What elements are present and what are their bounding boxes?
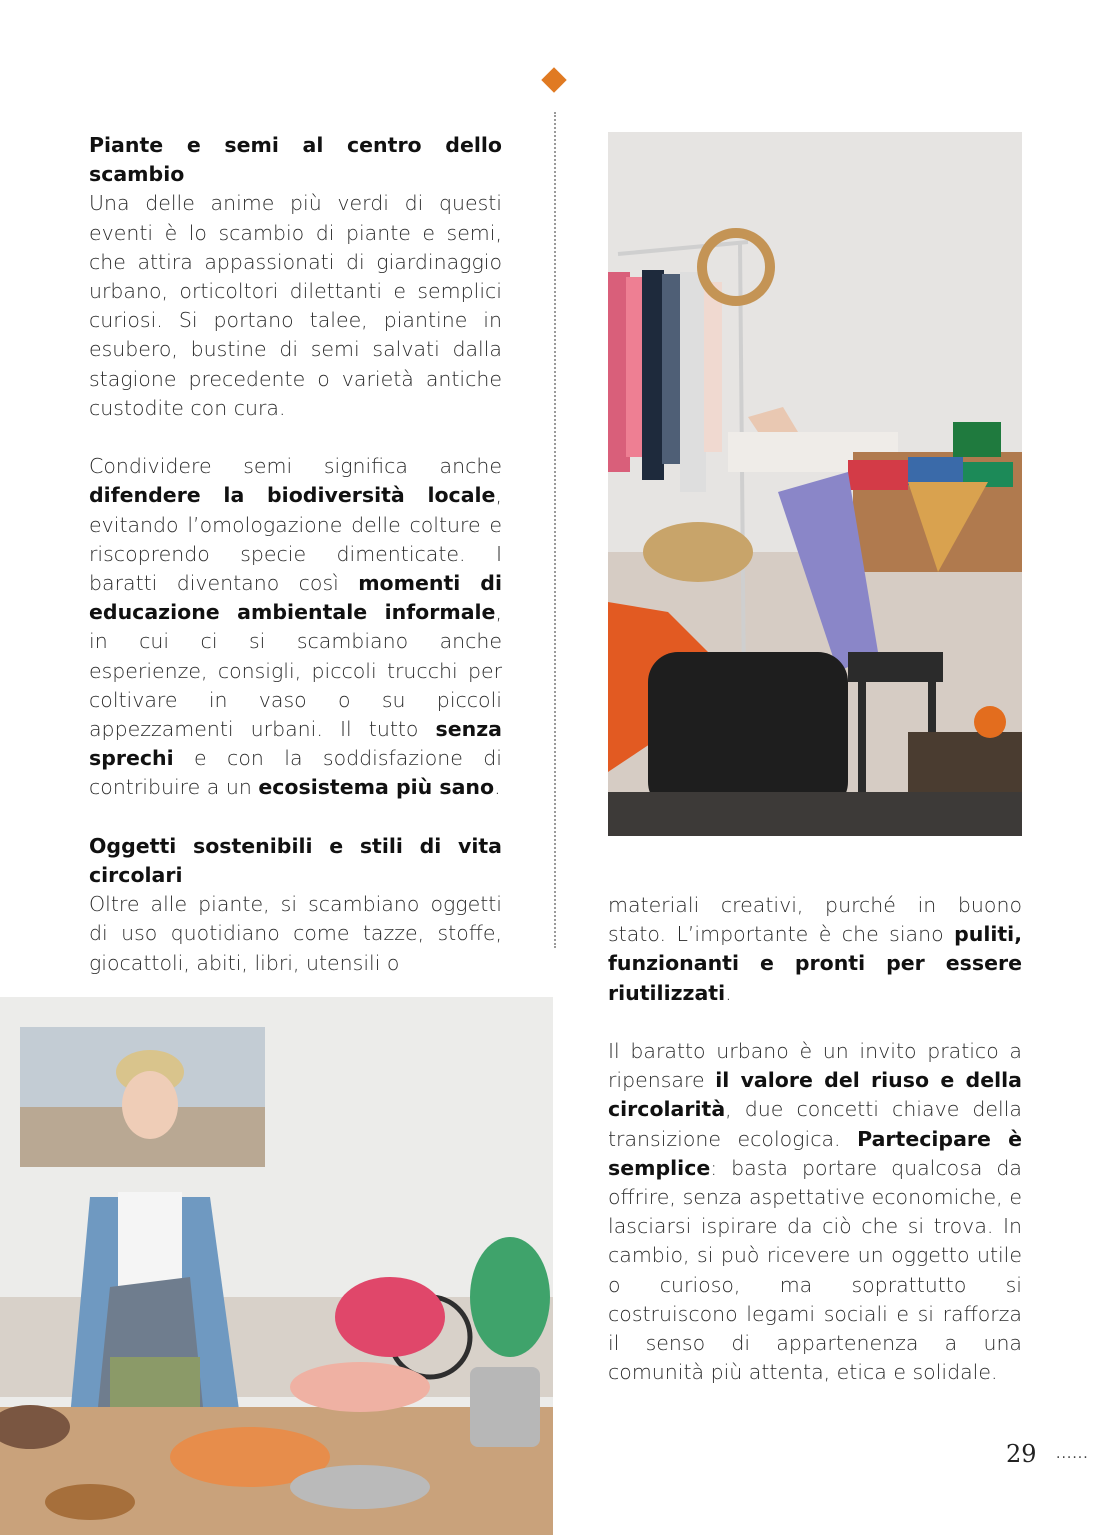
paragraph-oggetti: Oltre alle piante, si scambiano oggetti di uso quotidiano come tazze, stoffe, giocattoli, abiti, libri, utensili o: [89, 892, 502, 975]
right-column: [608, 891, 1022, 1417]
page-number: 29: [1006, 1440, 1037, 1468]
section-diamond-icon: [541, 67, 566, 92]
left-column: [89, 131, 502, 1007]
photo-woman-folding-clothes: [0, 997, 553, 1535]
heading-oggetti-sostenibili: Oggetti sostenibili e stili di vita circolari: [89, 833, 502, 888]
column-divider: [554, 112, 556, 948]
paragraph-condividere: Condividere semi significa anche difendere la biodiversità locale, evitando l’omologazione delle colture e riscoprendo specie dimenticate. I baratti diventano così momenti di educazione ambientale informale, in cui ci si scambiano anche esperienze, consigli, piccoli trucchi per coltivare in vaso o su piccoli appezzamenti urbani. Il tutto senza sprechi e con la soddisfazione di contribuire a un ecosistema più sano.: [89, 454, 502, 800]
paragraph-baratto-urbano: Il baratto urbano è un invito pratico a ripensare il valore del riuso e della circolarità, due concetti chiave della transizione ecologica. Partecipare è semplice: basta portare qualcosa da offrire, senza aspettative economiche, e lasciarsi ispirare da ciò che si trova. In cambio, si può ricevere un oggetto utile o curioso, ma soprattutto si costruiscono legami sociali e si rafforza il senso di appartenenza a una comunità più attenta, etica e solidale.: [608, 1039, 1022, 1385]
paragraph-materiali: materiali creativi, purché in buono stato. L’importante è che siano puliti, funzionanti e pronti per essere riutilizzati.: [608, 893, 1022, 1005]
heading-piante-e-semi: Piante e semi al centro dello scambio: [89, 133, 502, 187]
page-number-dots: ......: [1056, 1446, 1089, 1462]
paragraph-piante: Una delle anime più verdi di questi eventi è lo scambio di piante e semi, che attira appassionati di giardinaggio urbano, orticoltori dilettanti e semplici curiosi. Si portano talee, piantine in esubero, bustine di semi salvati dalla stagione precedente o varietà antiche custodite con cura.: [89, 191, 502, 420]
photo-clothes-rack: [608, 132, 1022, 836]
